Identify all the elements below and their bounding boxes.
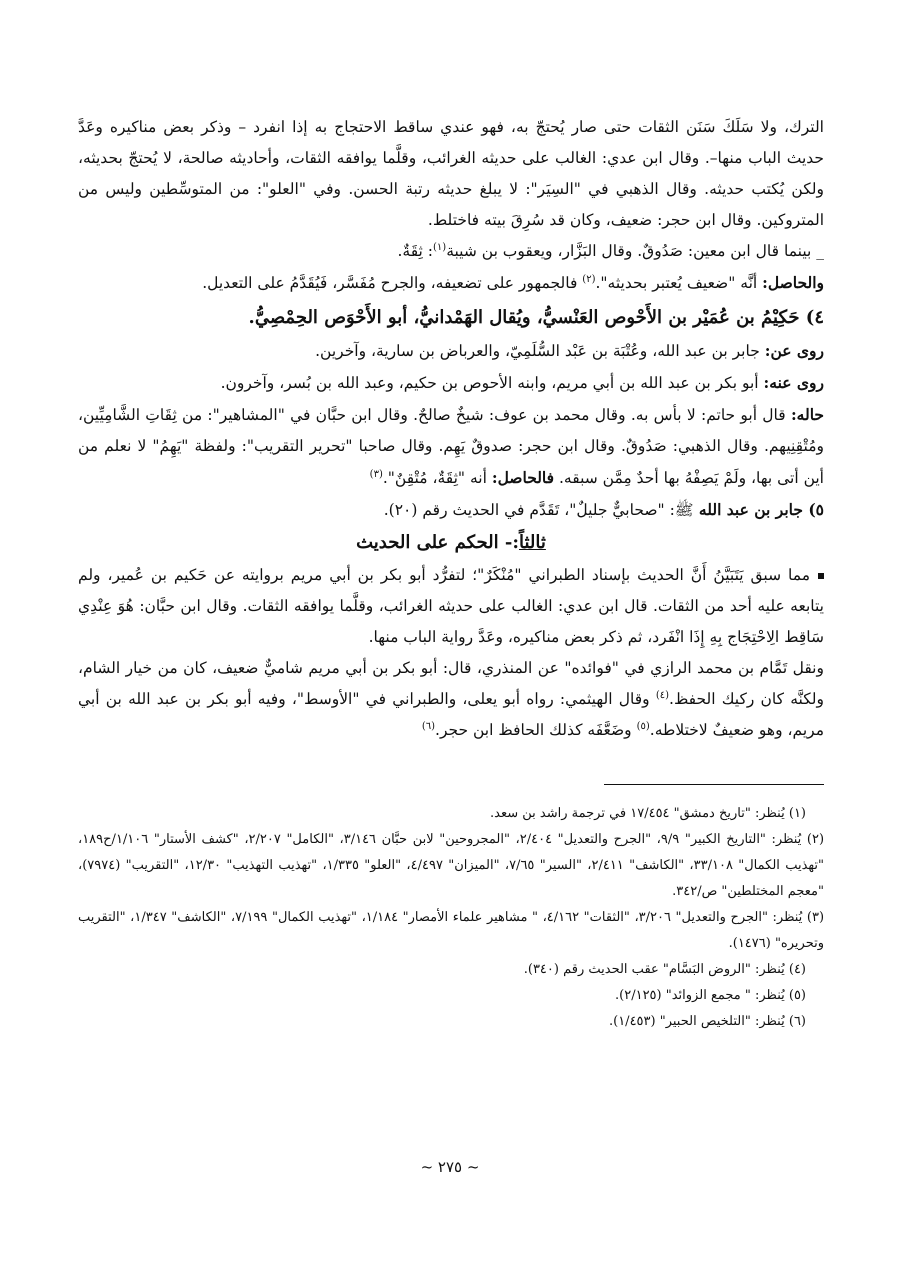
narrated-by-label: روى عنه: (763, 373, 824, 392)
footnote-6: (٦) يُنظر: "التلخيص الحبير" (١/٤٥٣). (608, 1014, 806, 1029)
paragraph-ibn-maeen (78, 236, 824, 267)
paragraph-judgement (78, 560, 824, 653)
text: وقال الهيثمي: رواه أبو يعلى، والطبراني في "الأوسط"، وفيه أبو بكر بن عبد الله بن أبي مريم، وهو ضعيفٌ لاختلاطه. (78, 690, 824, 739)
footnote-ref-4[interactable]: (٤) (655, 689, 670, 701)
footnote-ref-6[interactable]: (٦) (421, 720, 436, 732)
footnote-3: (٣) يُنظر: "الجرح والتعديل" ٣/٢٠٦، "الثقات" ٤/١٦٢، " مشاهير علماء الأمصار" ١/١٨٤، "تهذيب الكمال" ٧/١٩٩، "الكاشف" ١/٣٤٧، "التقريب وتحريره" (١٤٧٦). (78, 910, 825, 951)
status-label: حاله: (790, 405, 824, 424)
paragraph-status (78, 399, 824, 494)
text: : ثِقَةٌ. (397, 242, 433, 260)
section-heading: :- الحكم على الحديث (356, 532, 519, 553)
footnote-separator (604, 784, 824, 785)
text: قال أبو حاتم: لا بأس به. وقال محمد بن عوف: شيخٌ صالحٌ. وقال ابن حبَّان في "المشاهير": من ثِقَاتِ الشَّامِيِّين، ومُتْقِنِيهم. وقال الذهبي: صَدُوقٌ. وقال ابن حجر: صدوقٌ يَهِم. وقال صاحبا "تحرير التقريب": ولفظة "يَهِمُ" لا نعلم من أين أتى بها، ولَمْ يَصِفْهُ بها أحدٌ مِمَّن سبقه. (78, 406, 824, 487)
paragraph-tammam (78, 653, 824, 746)
text: أنه "ثِقَةٌ، مُتْقِنٌ". (382, 469, 492, 487)
honorific-symbol: ﷺ (674, 501, 694, 519)
footnote-ref-5[interactable]: (٥) (636, 720, 650, 732)
footnote-5: (٥) يُنظر: " مجمع الزوائد" (٢/١٢٥). (615, 988, 806, 1003)
conclusion-label: والحاصل: (762, 273, 824, 292)
footnote-1: (١) يُنظر: "تاريخ دمشق" ١٧/٤٥٤ في ترجمة راشد بن سعد. (489, 806, 806, 821)
text: جابر بن عبد الله، وعُتْبَة بن عَبْد السُّلَمِيّ، والعرباض بن سارية، وآخرين. (315, 342, 765, 360)
footnotes (78, 801, 824, 1035)
footnote-ref-2[interactable]: (٢) (582, 273, 596, 285)
paragraph-conclusion (78, 267, 824, 299)
text: ونقل تَمَّام بن محمد الرازي في "فوائده" عن المنذري، قال: أبو بكر بن أبي مريم شاميٌّ ضعيف، كان من خيار الشام، ولكنَّه كان ركيك الحفظ. (78, 659, 824, 708)
section-title (78, 526, 824, 560)
paragraph-narrated-from (78, 335, 824, 367)
text: فالجمهور على تضعيفه، والجرح مُفَسَّر، فَيُقَدَّمُ على التعديل. (202, 274, 583, 292)
footnote-4: (٤) يُنظر: "الروض البَسَّام" عقب الحديث رقم (٣٤٠). (523, 962, 806, 977)
paragraph-narrated-by (78, 367, 824, 399)
narrator-heading-hakim: ٤) حَكِيْمُ بن عُمَيْر بن الأَحْوص العَنْسيُّ، ويُقال الهَمْدانيُّ، أبو الأَحْوَص الحِمْصِيُّ. (248, 307, 824, 328)
section-prefix: ثالثاً (518, 532, 546, 553)
bullet-icon (818, 573, 824, 579)
text: : "صحابيٌّ جليلٌ"، تَقَدَّم في الحديث رقم (٢٠). (383, 501, 675, 519)
conclusion-label: فالحاصل: (491, 468, 555, 487)
page-number: ~ ٢٧٥ ~ (420, 1158, 480, 1176)
text: _ بينما قال ابن معين: صَدُوقٌ. وقال البَزَّار، ويعقوب بن شيبة (446, 242, 824, 260)
text: وضَعَّفَه كذلك الحافظ ابن حجر. (435, 721, 637, 739)
footnote-ref-1[interactable]: (١) (433, 241, 447, 253)
text: أبو بكر بن عبد الله بن أبي مريم، وابنه الأحوص بن حكيم، وعبد الله بن بُسر، وآخرون. (220, 374, 764, 392)
paragraph-continuation: الترك، ولا سَلَكَ سَنَن الثقات حتى صار يُحتجّ به، فهو عندي ساقط الاحتجاج به إذا انفرد – وذكر بعض مناكيره وعَدَّ حديث الباب منها–. وقال ابن عدي: الغالب على حديثه الغرائب، وقلَّما يوافقه الثقات، وأحاديثه صالحة، لا يُحتجّ بحديثه، ولكن يُكتب حديثه. وقال الذهبي في "السِيَر": لا يبلغ حديثه رتبة الحسن. وفي "العلو": من المتوسِّطين وليس من المتروكين. وقال ابن حجر: ضعيف، وكان قد سُرِقَ بيته فاختلط. (78, 118, 824, 229)
jabir-name: ٥) جابر بن عبد الله (693, 500, 824, 519)
footnote-2: (٢) يُنظر: "التاريخ الكبير" ٩/٩، "الجرح والتعديل" ٢/٤٠٤، "المجروحين" لابن حبَّان ٣/١٤٦، "الكامل" ٢/٢٠٧، "كشف الأستار" ١/١٠٦/ح١٨٩، "تهذيب الكمال" ٣٣/١٠٨، "الكاشف" ٢/٤١١، "السير" ٧/٦٥، "الميزان" ٤/٤٩٧، "العلو" ١/٣٣٥، "تهذيب التهذيب" ١٢/٣٠، "التقريب" (٧٩٧٤)، "معجم المختلطين" ص/٣٤٢. (78, 832, 825, 899)
narrator-heading-jabir (78, 494, 824, 526)
text: أنَّه "ضعيف يُعتبر بحديثه". (595, 274, 763, 292)
text: مما سبق يَتَبَيَّنُ أَنَّ الحديث بإسناد الطبراني "مُنْكَرٌ"؛ لتفرُّد أبو بكر بن أبي مريم بروايته عن حَكيم بن عُمير، ولم يتابعه عليه أحد من الثقات. قال ابن عدي: الغالب على حديثه الغرائب، وقلَّما يوافقه الثقات. وقال ابن حبَّان: هُوَ عِنْدِي سَاقِط الِاحْتِجَاج بِهِ إِذَا انْفَرد، ثم ذكر بعض مناكيره، وعَدَّ رواية الباب منها. (78, 566, 824, 646)
footnote-ref-3[interactable]: (٣) (369, 468, 383, 480)
narrated-from-label: روى عن: (764, 341, 824, 360)
